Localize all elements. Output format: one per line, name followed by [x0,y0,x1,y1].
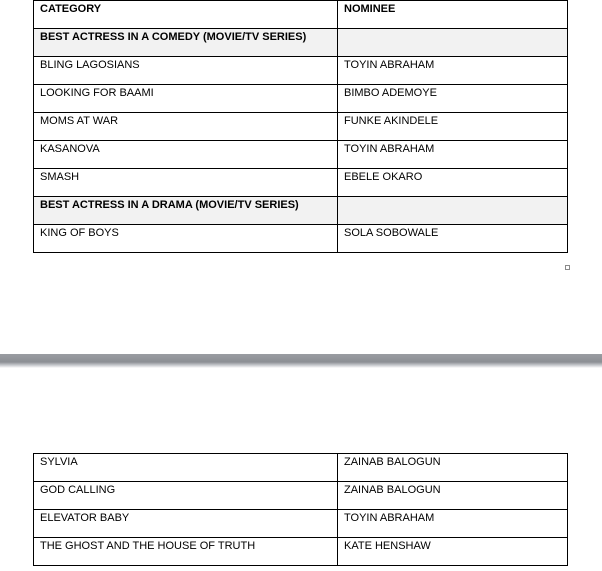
table-cell-nominee[interactable] [338,197,568,225]
table-cell-category[interactable]: THE GHOST AND THE HOUSE OF TRUTH [34,538,338,566]
table-row [34,538,568,566]
table-resize-handle[interactable] [565,265,570,270]
table-row [34,57,568,85]
table-cell-category[interactable]: MOMS AT WAR [34,113,338,141]
table-cell-nominee[interactable]: BIMBO ADEMOYE [338,85,568,113]
table-cell-category[interactable]: SMASH [34,169,338,197]
table-cell-category[interactable]: GOD CALLING [34,482,338,510]
table-cell-category[interactable]: SYLVIA [34,454,338,482]
table-header-row [34,1,568,29]
nominees-table-page-2 [33,453,568,566]
table-cell-nominee[interactable]: SOLA SOBOWALE [338,225,568,253]
category-column-header[interactable]: CATEGORY [34,1,338,29]
section-row-drama [34,197,568,225]
table-row [34,225,568,253]
table-cell-category[interactable]: LOOKING FOR BAAMI [34,85,338,113]
table-cell-nominee[interactable]: ZAINAB BALOGUN [338,454,568,482]
table-cell-nominee[interactable]: FUNKE AKINDELE [338,113,568,141]
table-cell-category[interactable]: BLING LAGOSIANS [34,57,338,85]
table-cell-category[interactable]: KING OF BOYS [34,225,338,253]
section-title[interactable]: BEST ACTRESS IN A COMEDY (MOVIE/TV SERIES) [34,29,338,57]
nominee-column-header[interactable]: NOMINEE [338,1,568,29]
document-page-2 [0,368,602,571]
table-row [34,169,568,197]
section-title[interactable]: BEST ACTRESS IN A DRAMA (MOVIE/TV SERIES) [34,197,338,225]
table-row [34,85,568,113]
table-row [34,113,568,141]
section-row-comedy [34,29,568,57]
table-cell-nominee[interactable]: EBELE OKARO [338,169,568,197]
table-cell-category[interactable]: KASANOVA [34,141,338,169]
table-cell-nominee[interactable]: TOYIN ABRAHAM [338,510,568,538]
page-break-separator [0,353,602,368]
table-row [34,510,568,538]
table-row [34,141,568,169]
table-row [34,482,568,510]
table-cell-nominee[interactable] [338,29,568,57]
table-row [34,454,568,482]
table-cell-category[interactable]: ELEVATOR BABY [34,510,338,538]
table-cell-nominee[interactable]: TOYIN ABRAHAM [338,141,568,169]
nominees-table-page-1 [33,0,568,253]
table-cell-nominee[interactable]: KATE HENSHAW [338,538,568,566]
table-cell-nominee[interactable]: TOYIN ABRAHAM [338,57,568,85]
table-cell-nominee[interactable]: ZAINAB BALOGUN [338,482,568,510]
